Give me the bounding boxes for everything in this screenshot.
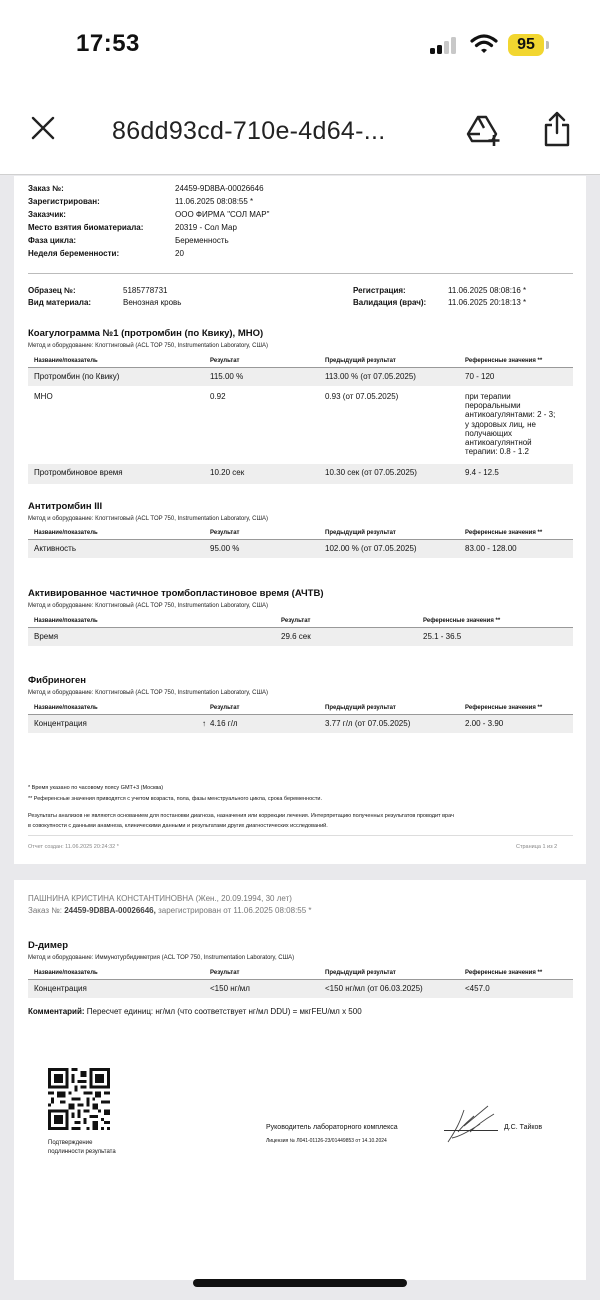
col-previous: Предыдущий результат [325, 530, 396, 536]
col-previous: Предыдущий результат [325, 705, 396, 711]
row-name: Протромбиновое время [34, 468, 123, 477]
col-name: Название/показатель [34, 530, 98, 536]
report-created: Отчет создан: 11.06.2025 20:24:32 * [28, 844, 119, 850]
disclaimer-line-2: в совокупности с данными анамнеза, клиническими данными и результатами других диагностических исследований. [28, 823, 328, 829]
row-result: 0.92 [210, 392, 226, 401]
battery-nub [546, 41, 549, 49]
aptt-table-header [28, 616, 573, 628]
close-icon[interactable] [30, 115, 56, 141]
document-title: 86dd93cd-710e-4d64-... [112, 117, 386, 145]
order-value: 24459-9D8BA-00026646 [175, 184, 264, 193]
row-previous: <150 нг/мл (от 06.03.2025) [325, 984, 423, 993]
col-result: Результат [210, 705, 240, 711]
ref-line: пероральными [465, 401, 521, 411]
divider [28, 835, 573, 836]
row-name: Протромбин (по Квику) [34, 372, 120, 381]
col-result: Результат [210, 358, 240, 364]
share-icon[interactable] [543, 111, 571, 147]
wifi-icon [470, 33, 498, 55]
order-prefix: Заказ №: [28, 906, 65, 915]
row-previous: 10.30 сек (от 07.05.2025) [325, 468, 417, 477]
material-label: Вид материала: [28, 298, 92, 307]
material-value: Венозная кровь [123, 298, 182, 307]
ref-line: при терапии [465, 392, 511, 401]
ddimer-method: Метод и оборудование: Иммунотурбидиметрия (ACL TOP 750, Instrumentation Laboratory, США) [28, 955, 295, 961]
row-reference: <457.0 [465, 984, 490, 993]
comment-label: Комментарий: [28, 1007, 85, 1016]
table-row [28, 628, 573, 646]
fibrinogen-title: Фибриноген [28, 675, 86, 686]
signer-name: Д.С. Тайков [504, 1124, 543, 1131]
validation-value: 11.06.2025 20:18:13 * [448, 298, 527, 307]
ref-line: терапии: 0.8 - 1.2 [465, 447, 529, 457]
row-name: Концентрация [34, 984, 87, 993]
order-line [28, 906, 312, 916]
row-name: Концентрация [34, 719, 87, 728]
status-bar [0, 0, 600, 95]
qr-caption-line-1: Подтверждение [48, 1140, 93, 1146]
col-reference: Референсные значения ** [465, 705, 543, 711]
signer-title: Руководитель лабораторного комплекса [266, 1124, 398, 1131]
col-result: Результат [210, 970, 240, 976]
location-value: 20319 - Сол Мар [175, 223, 237, 232]
antithrombin-method: Метод и оборудование: Клоттинговый (ACL TOP 750, Instrumentation Laboratory, США) [28, 516, 268, 522]
order-suffix: зарегистрирован от 11.06.2025 08:08:55 * [155, 906, 312, 915]
footnote-timezone: * Время указано по часовому поясу GMT+3 (Москва) [28, 785, 164, 791]
row-name: Время [34, 632, 59, 641]
table-row [28, 715, 573, 733]
ref-line: антикоагулянтной [465, 437, 532, 447]
cellular-signal-icon [430, 36, 460, 54]
row-previous: 0.93 (от 07.05.2025) [325, 392, 399, 401]
col-name: Название/показатель [34, 705, 98, 711]
row-reference: 25.1 - 36.5 [423, 632, 462, 641]
row-result: 95.00 % [210, 544, 240, 553]
row-previous: 3.77 г/л (от 07.05.2025) [325, 719, 411, 728]
row-result: 115.00 % [210, 372, 244, 381]
table-row [28, 980, 573, 998]
row-name: МНО [34, 392, 53, 401]
battery-indicator: 95 [508, 34, 544, 56]
row-previous: 113.00 % (от 07.05.2025) [325, 372, 416, 381]
row-result: 29.6 сек [281, 632, 311, 641]
col-name: Название/показатель [34, 618, 98, 624]
sample-value: 5185778731 [123, 286, 168, 295]
table-row [28, 368, 573, 386]
comment [28, 1007, 362, 1017]
col-result: Результат [281, 618, 311, 624]
footnote-reference: ** Референсные значения приводятся с учетом возраста, пола, фазы менструального цикла, срока беременности. [28, 796, 323, 802]
registered-value: 11.06.2025 08:08:55 * [175, 197, 254, 206]
col-reference: Референсные значения ** [423, 618, 501, 624]
row-result: <150 нг/мл [210, 984, 250, 993]
row-reference: 9.4 - 12.5 [465, 468, 499, 477]
antithrombin-title: Антитромбин III [28, 501, 103, 512]
coagulogram-method: Метод и оборудование: Клоттинговый (ACL TOP 750, Instrumentation Laboratory, США) [28, 343, 268, 349]
signature-line [444, 1130, 498, 1131]
col-reference: Референсные значения ** [465, 970, 543, 976]
ref-line: у здоровых лиц, не [465, 419, 536, 429]
comment-text: Пересчет единиц: нг/мл (что соответствует нг/мл DDU) = мкгFEU/мл x 500 [84, 1007, 362, 1016]
high-flag-icon: ↑ [202, 719, 206, 728]
qr-caption-line-2: подлинности результата [48, 1149, 116, 1155]
ddimer-table-header [28, 968, 573, 980]
sample-label: Образец №: [28, 286, 76, 295]
col-result: Результат [210, 530, 240, 536]
table-row [28, 388, 573, 464]
report-page-2 [14, 880, 586, 1280]
validation-label: Валидация (врач): [353, 298, 427, 307]
ddimer-title: D-димер [28, 940, 69, 951]
report-page-1 [14, 176, 586, 864]
location-label: Место взятия биоматериала: [28, 223, 144, 232]
add-to-drive-icon[interactable] [466, 113, 502, 147]
patient-info: ПАШНИНА КРИСТИНА КОНСТАНТИНОВНА (Жен., 20.09.1994, 30 лет) [28, 894, 292, 903]
row-reference [465, 392, 555, 456]
divider [28, 273, 573, 274]
customer-value: ООО ФИРМА "СОЛ МАР" [175, 210, 270, 219]
coagulogram-title: Коагулограмма №1 (протромбин (по Квику), МНО) [28, 328, 264, 339]
row-previous: 102.00 % (от 07.05.2025) [325, 544, 417, 553]
col-reference: Референсные значения ** [465, 358, 543, 364]
coagulogram-table-header [28, 356, 573, 368]
customer-label: Заказчик: [28, 210, 66, 219]
fibrinogen-method: Метод и оборудование: Клоттинговый (ACL TOP 750, Instrumentation Laboratory, США) [28, 690, 268, 696]
row-name: Активность [34, 544, 77, 553]
pregnancy-week-label: Неделя беременности: [28, 249, 120, 258]
row-result: 10.20 сек [210, 468, 245, 477]
status-time: 17:53 [76, 30, 140, 57]
license: Лицензия № Л041-01126-23/01449853 от 14.10.2024 [266, 1138, 387, 1144]
registration-value: 11.06.2025 08:08:16 * [448, 286, 527, 295]
row-reference: 83.00 - 128.00 [465, 544, 517, 553]
registration-label: Регистрация: [353, 286, 406, 295]
row-result: 4.16 г/л [210, 719, 238, 728]
order-number: 24459-9D8BA-00026646, [64, 906, 156, 915]
col-name: Название/показатель [34, 970, 98, 976]
signature-scribble-icon [444, 1102, 500, 1146]
document-toolbar [0, 95, 600, 175]
col-name: Название/показатель [34, 358, 98, 364]
antithrombin-table-header [28, 528, 573, 540]
cycle-phase-value: Беременность [175, 236, 229, 245]
table-row [28, 464, 573, 484]
col-reference: Референсные значения ** [465, 530, 543, 536]
col-previous: Предыдущий результат [325, 358, 396, 364]
order-label: Заказ №: [28, 184, 64, 193]
ref-line: получающих [465, 428, 512, 438]
qr-code-icon[interactable] [48, 1068, 110, 1130]
fibrinogen-table-header [28, 703, 573, 715]
registered-label: Зарегистрирован: [28, 197, 100, 206]
pregnancy-week-value: 20 [175, 249, 184, 258]
row-reference: 70 - 120 [465, 372, 495, 381]
home-indicator[interactable] [193, 1279, 407, 1287]
col-previous: Предыдущий результат [325, 970, 396, 976]
cycle-phase-label: Фаза цикла: [28, 236, 77, 245]
aptt-title: Активированное частичное тромбопластиновое время (АЧТВ) [28, 588, 324, 599]
table-row [28, 540, 573, 558]
page-number: Страница 1 из 2 [516, 844, 558, 850]
row-reference: 2.00 - 3.90 [465, 719, 504, 728]
ref-line: антикоагулянтами: 2 - 3; [465, 410, 556, 420]
aptt-method: Метод и оборудование: Клоттинговый (ACL TOP 750, Instrumentation Laboratory, США) [28, 603, 268, 609]
disclaimer-line-1: Результаты анализов не являются основанием для постановки диагноза, назначения или коррекции лечения. Интерпретацию полученных результатов проводит врач [28, 813, 454, 819]
